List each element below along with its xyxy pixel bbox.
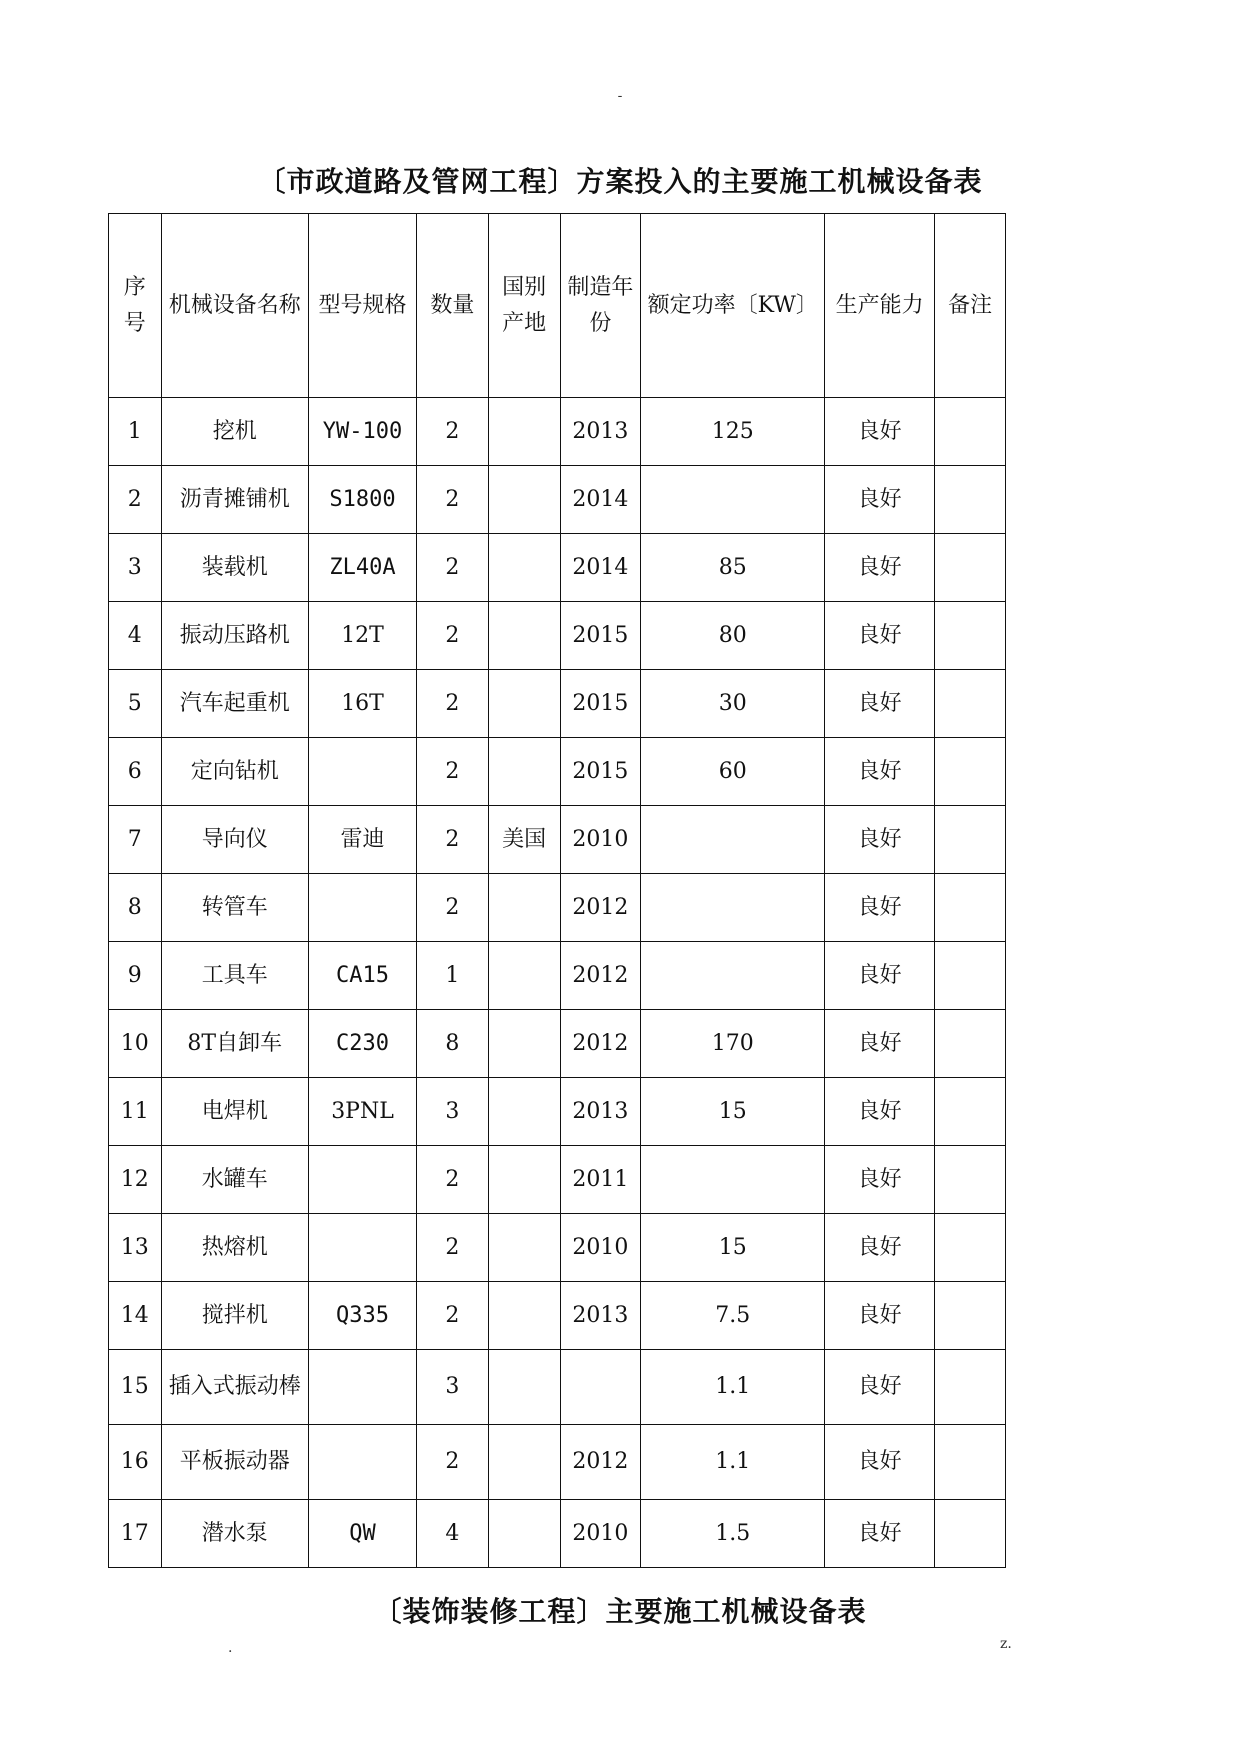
cell-name: 热熔机 xyxy=(161,1214,308,1282)
cell-origin xyxy=(488,1350,560,1425)
cell-remark xyxy=(935,1350,1006,1425)
cell-remark xyxy=(935,534,1006,602)
table-row xyxy=(109,398,1006,466)
cell-power: 85 xyxy=(641,534,825,602)
cell-capacity: 良好 xyxy=(825,1078,935,1146)
cell-model: C230 xyxy=(308,1010,416,1078)
table-row xyxy=(109,1500,1006,1568)
cell-qty: 2 xyxy=(417,738,489,806)
cell-model: YW-100 xyxy=(308,398,416,466)
cell-capacity: 良好 xyxy=(825,1282,935,1350)
cell-seq: 9 xyxy=(109,942,162,1010)
cell-origin xyxy=(488,942,560,1010)
cell-name: 水罐车 xyxy=(161,1146,308,1214)
document-title: 〔市政道路及管网工程〕方案投入的主要施工机械设备表 xyxy=(257,165,983,198)
cell-year: 2010 xyxy=(560,1214,641,1282)
cell-capacity: 良好 xyxy=(825,806,935,874)
cell-capacity: 良好 xyxy=(825,942,935,1010)
cell-seq: 7 xyxy=(109,806,162,874)
cell-origin xyxy=(488,670,560,738)
header-year: 制造年份 xyxy=(560,214,641,398)
cell-origin xyxy=(488,1146,560,1214)
cell-remark xyxy=(935,1010,1006,1078)
table-row xyxy=(109,1010,1006,1078)
cell-qty: 2 xyxy=(417,466,489,534)
cell-remark xyxy=(935,806,1006,874)
cell-name: 定向钻机 xyxy=(161,738,308,806)
table-row xyxy=(109,806,1006,874)
cell-year: 2015 xyxy=(560,602,641,670)
cell-capacity: 良好 xyxy=(825,398,935,466)
cell-name: 导向仪 xyxy=(161,806,308,874)
cell-year xyxy=(560,1350,641,1425)
cell-remark xyxy=(935,874,1006,942)
cell-power xyxy=(641,806,825,874)
header-seq: 序号 xyxy=(109,214,162,398)
cell-power: 7.5 xyxy=(641,1282,825,1350)
header-capacity: 生产能力 xyxy=(825,214,935,398)
cell-origin xyxy=(488,1500,560,1568)
cell-model xyxy=(308,874,416,942)
header-origin: 国别产地 xyxy=(488,214,560,398)
cell-power xyxy=(641,466,825,534)
cell-seq: 11 xyxy=(109,1078,162,1146)
cell-name: 电焊机 xyxy=(161,1078,308,1146)
cell-power: 15 xyxy=(641,1214,825,1282)
cell-origin xyxy=(488,1078,560,1146)
cell-qty: 8 xyxy=(417,1010,489,1078)
cell-power: 170 xyxy=(641,1010,825,1078)
cell-power: 30 xyxy=(641,670,825,738)
cell-capacity: 良好 xyxy=(825,874,935,942)
table-row xyxy=(109,602,1006,670)
cell-origin xyxy=(488,398,560,466)
cell-power xyxy=(641,1146,825,1214)
cell-year: 2012 xyxy=(560,942,641,1010)
cell-capacity: 良好 xyxy=(825,1010,935,1078)
table-row xyxy=(109,1425,1006,1500)
cell-year: 2014 xyxy=(560,534,641,602)
header-remark: 备注 xyxy=(935,214,1006,398)
footer-right-mark: z. xyxy=(1000,1636,1012,1652)
cell-seq: 3 xyxy=(109,534,162,602)
cell-remark xyxy=(935,398,1006,466)
table-row xyxy=(109,670,1006,738)
cell-remark xyxy=(935,602,1006,670)
cell-power: 1.1 xyxy=(641,1425,825,1500)
cell-name: 插入式振动棒 xyxy=(161,1350,308,1425)
cell-origin xyxy=(488,602,560,670)
cell-power: 1.5 xyxy=(641,1500,825,1568)
cell-origin xyxy=(488,534,560,602)
table-row xyxy=(109,1282,1006,1350)
table-row xyxy=(109,738,1006,806)
cell-qty: 2 xyxy=(417,1146,489,1214)
cell-name: 振动压路机 xyxy=(161,602,308,670)
cell-capacity: 良好 xyxy=(825,602,935,670)
cell-power: 60 xyxy=(641,738,825,806)
cell-origin xyxy=(488,466,560,534)
cell-model: QW xyxy=(308,1500,416,1568)
cell-model: 16T xyxy=(308,670,416,738)
cell-remark xyxy=(935,1214,1006,1282)
footer-left-mark: . xyxy=(228,1640,233,1656)
cell-model: CA15 xyxy=(308,942,416,1010)
cell-qty: 3 xyxy=(417,1350,489,1425)
cell-model xyxy=(308,1214,416,1282)
cell-model: 雷迪 xyxy=(308,806,416,874)
cell-qty: 2 xyxy=(417,1282,489,1350)
cell-year: 2015 xyxy=(560,738,641,806)
cell-power: 1.1 xyxy=(641,1350,825,1425)
header-qty: 数量 xyxy=(417,214,489,398)
cell-year: 2012 xyxy=(560,874,641,942)
cell-seq: 15 xyxy=(109,1350,162,1425)
cell-model xyxy=(308,1146,416,1214)
table-row xyxy=(109,942,1006,1010)
cell-qty: 2 xyxy=(417,602,489,670)
cell-model: 12T xyxy=(308,602,416,670)
header-mark: - xyxy=(617,88,623,104)
cell-year: 2011 xyxy=(560,1146,641,1214)
cell-remark xyxy=(935,1078,1006,1146)
cell-capacity: 良好 xyxy=(825,1146,935,1214)
cell-year: 2013 xyxy=(560,1078,641,1146)
cell-year: 2010 xyxy=(560,1500,641,1568)
cell-origin xyxy=(488,1282,560,1350)
cell-model: S1800 xyxy=(308,466,416,534)
cell-qty: 1 xyxy=(417,942,489,1010)
cell-qty: 2 xyxy=(417,1425,489,1500)
cell-seq: 13 xyxy=(109,1214,162,1282)
cell-capacity: 良好 xyxy=(825,466,935,534)
cell-remark xyxy=(935,466,1006,534)
cell-remark xyxy=(935,1282,1006,1350)
cell-qty: 3 xyxy=(417,1078,489,1146)
header-power: 额定功率〔KW〕 xyxy=(641,214,825,398)
cell-remark xyxy=(935,1500,1006,1568)
cell-model: ZL40A xyxy=(308,534,416,602)
cell-seq: 12 xyxy=(109,1146,162,1214)
cell-model xyxy=(308,738,416,806)
cell-power xyxy=(641,942,825,1010)
cell-capacity: 良好 xyxy=(825,1214,935,1282)
table-row xyxy=(109,1214,1006,1282)
cell-capacity: 良好 xyxy=(825,1500,935,1568)
table-row xyxy=(109,466,1006,534)
cell-model: 3PNL xyxy=(308,1078,416,1146)
table-row xyxy=(109,874,1006,942)
cell-seq: 8 xyxy=(109,874,162,942)
cell-remark xyxy=(935,942,1006,1010)
cell-seq: 4 xyxy=(109,602,162,670)
cell-year: 2013 xyxy=(560,1282,641,1350)
cell-name: 沥青摊铺机 xyxy=(161,466,308,534)
cell-name: 转管车 xyxy=(161,874,308,942)
cell-name: 平板振动器 xyxy=(161,1425,308,1500)
cell-name: 搅拌机 xyxy=(161,1282,308,1350)
cell-remark xyxy=(935,670,1006,738)
equipment-table xyxy=(108,213,1006,1568)
cell-remark xyxy=(935,1425,1006,1500)
cell-seq: 16 xyxy=(109,1425,162,1500)
cell-qty: 2 xyxy=(417,1214,489,1282)
cell-year: 2012 xyxy=(560,1425,641,1500)
cell-model xyxy=(308,1350,416,1425)
cell-qty: 4 xyxy=(417,1500,489,1568)
cell-origin xyxy=(488,738,560,806)
cell-seq: 2 xyxy=(109,466,162,534)
cell-name: 工具车 xyxy=(161,942,308,1010)
cell-qty: 2 xyxy=(417,806,489,874)
cell-year: 2014 xyxy=(560,466,641,534)
section-title: 〔装饰装修工程〕主要施工机械设备表 xyxy=(373,1595,867,1628)
cell-capacity: 良好 xyxy=(825,1425,935,1500)
cell-name: 装载机 xyxy=(161,534,308,602)
cell-name: 挖机 xyxy=(161,398,308,466)
cell-power: 125 xyxy=(641,398,825,466)
table-body xyxy=(109,398,1006,1568)
cell-year: 2010 xyxy=(560,806,641,874)
cell-seq: 6 xyxy=(109,738,162,806)
cell-year: 2015 xyxy=(560,670,641,738)
cell-model xyxy=(308,1425,416,1500)
cell-name: 8T自卸车 xyxy=(161,1010,308,1078)
cell-model: Q335 xyxy=(308,1282,416,1350)
cell-origin: 美国 xyxy=(488,806,560,874)
cell-capacity: 良好 xyxy=(825,534,935,602)
cell-origin xyxy=(488,1425,560,1500)
cell-capacity: 良好 xyxy=(825,670,935,738)
cell-seq: 10 xyxy=(109,1010,162,1078)
table-row xyxy=(109,1078,1006,1146)
cell-qty: 2 xyxy=(417,534,489,602)
cell-qty: 2 xyxy=(417,670,489,738)
header-model: 型号规格 xyxy=(308,214,416,398)
cell-remark xyxy=(935,738,1006,806)
cell-seq: 1 xyxy=(109,398,162,466)
table-header-row xyxy=(109,214,1006,398)
table-row xyxy=(109,1146,1006,1214)
header-name: 机械设备名称 xyxy=(161,214,308,398)
cell-origin xyxy=(488,1010,560,1078)
cell-power: 80 xyxy=(641,602,825,670)
cell-origin xyxy=(488,874,560,942)
cell-origin xyxy=(488,1214,560,1282)
cell-seq: 17 xyxy=(109,1500,162,1568)
cell-seq: 14 xyxy=(109,1282,162,1350)
table-row xyxy=(109,534,1006,602)
cell-qty: 2 xyxy=(417,398,489,466)
cell-qty: 2 xyxy=(417,874,489,942)
cell-power: 15 xyxy=(641,1078,825,1146)
cell-power xyxy=(641,874,825,942)
cell-year: 2013 xyxy=(560,398,641,466)
cell-remark xyxy=(935,1146,1006,1214)
table-row xyxy=(109,1350,1006,1425)
cell-capacity: 良好 xyxy=(825,738,935,806)
cell-year: 2012 xyxy=(560,1010,641,1078)
cell-seq: 5 xyxy=(109,670,162,738)
cell-capacity: 良好 xyxy=(825,1350,935,1425)
cell-name: 潜水泵 xyxy=(161,1500,308,1568)
cell-name: 汽车起重机 xyxy=(161,670,308,738)
